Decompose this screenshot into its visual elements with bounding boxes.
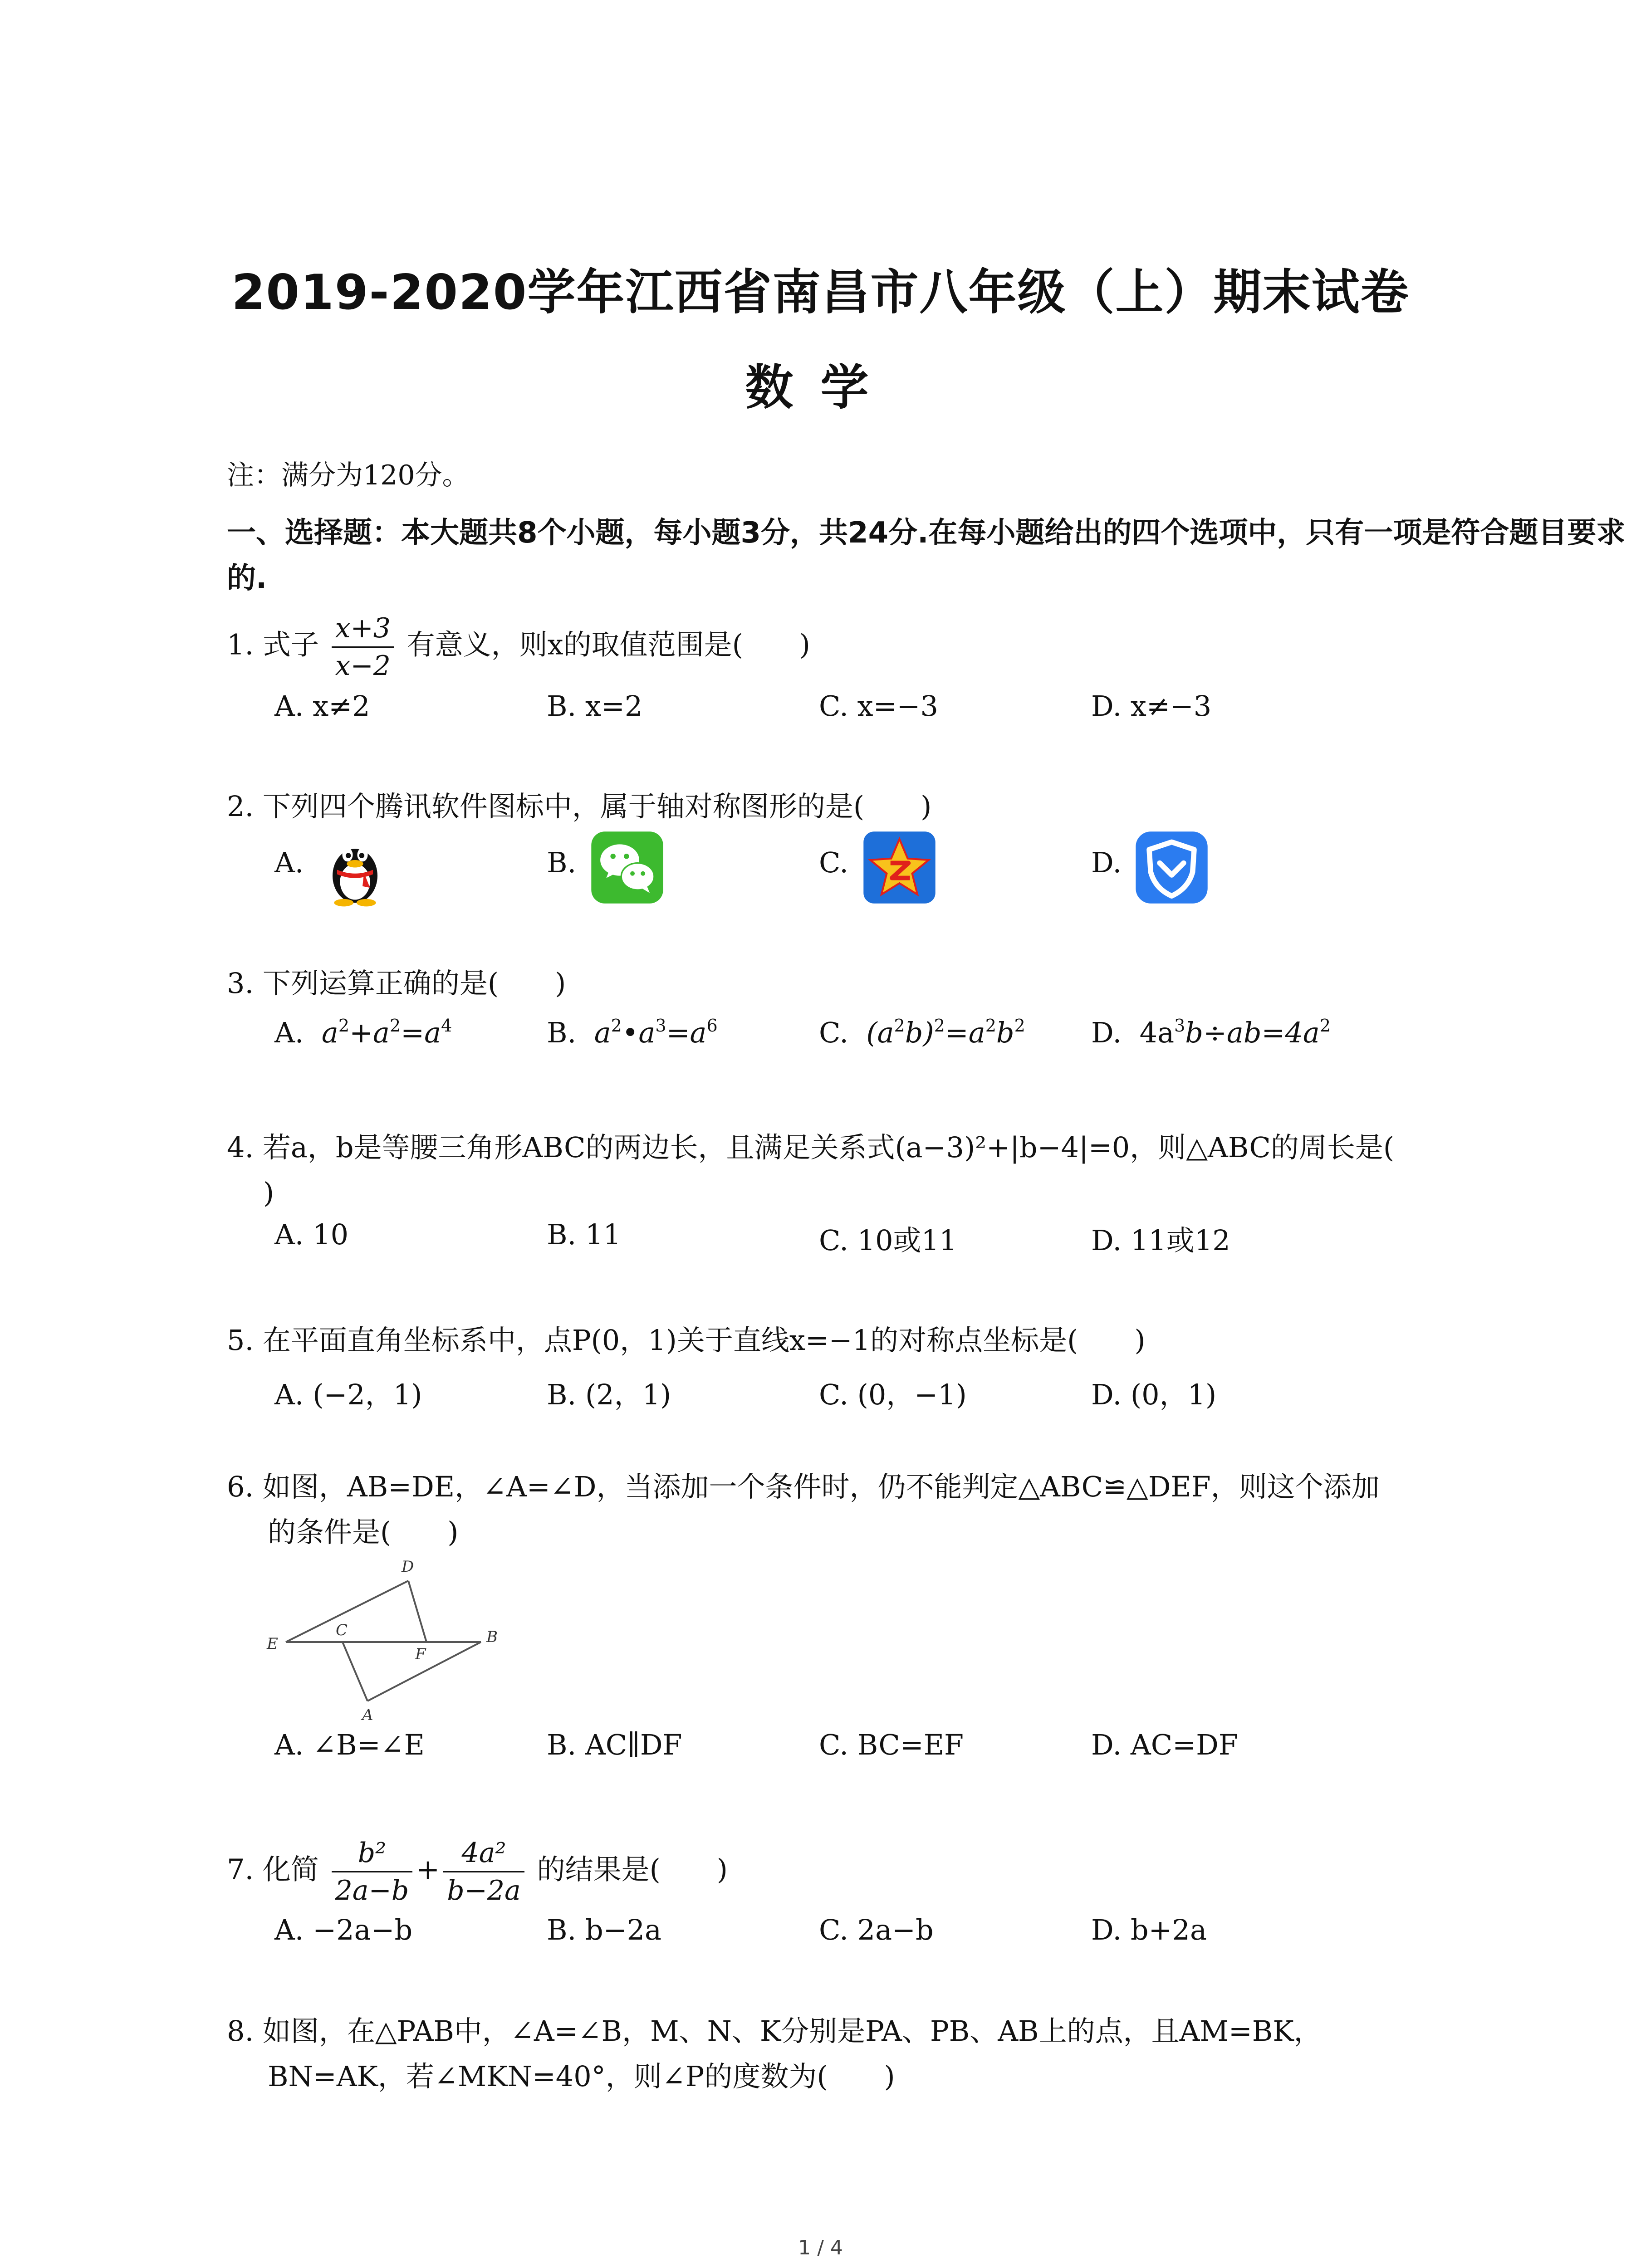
exponent: 6 xyxy=(706,1016,718,1036)
question-text: 在平面直角坐标系中，点P(0，1)关于直线x=−1的对称点坐标是( ) xyxy=(262,1324,1146,1357)
question-text: 有意义，则x的取值范围是( ) xyxy=(407,628,810,661)
wechat-icon xyxy=(590,830,665,905)
question-4-continuation: ) xyxy=(263,1176,274,1209)
option-c: C. x=−3 xyxy=(819,689,938,723)
exponent: 3 xyxy=(655,1016,666,1036)
math-text: 4a xyxy=(1139,1016,1175,1049)
exponent: 2 xyxy=(338,1016,350,1036)
geometry-figure xyxy=(263,1551,517,1724)
option-c: C. 2a−b xyxy=(819,1913,934,1946)
option-a xyxy=(274,1016,452,1049)
fraction-denominator: x−2 xyxy=(335,650,391,682)
fraction xyxy=(332,610,394,684)
option-c: C. 10或11 xyxy=(819,1224,957,1257)
segment-AC xyxy=(343,1642,367,1701)
fraction-denominator: 2a−b xyxy=(335,1875,409,1906)
math-text: =a xyxy=(666,1016,707,1049)
fraction-numerator: b² xyxy=(332,1835,413,1872)
segment-DF xyxy=(408,1581,426,1642)
fraction-numerator: x+3 xyxy=(332,610,394,648)
math-text: +a xyxy=(349,1016,390,1049)
fraction xyxy=(443,1835,524,1909)
exponent: 2 xyxy=(985,1016,996,1036)
math-text: •a xyxy=(622,1016,656,1049)
math-text: (a xyxy=(866,1016,894,1049)
option-label: B. xyxy=(547,1016,577,1049)
exponent: 4 xyxy=(441,1016,452,1036)
label-A: A xyxy=(362,1706,373,1724)
question-7 xyxy=(227,1835,1452,1909)
option-d xyxy=(1091,1016,1331,1049)
math-text: b) xyxy=(905,1016,934,1049)
option-d: D. x≠−3 xyxy=(1091,689,1212,723)
exponent: 2 xyxy=(389,1016,401,1036)
question-number: 2. xyxy=(227,790,254,823)
label-E: E xyxy=(267,1635,278,1653)
label-F: F xyxy=(415,1645,426,1663)
question-text: 如图，AB=DE，∠A=∠D，当添加一个条件时，仍不能判定△ABC≌△DEF，则这个添加 xyxy=(262,1470,1380,1503)
exponent: 3 xyxy=(1174,1016,1185,1036)
page-subtitle: 数学 xyxy=(745,360,896,415)
section-header: 一、选择题：本大题共8个小题，每小题3分，共24分.在每小题给出的四个选项中，只有一项是符合题目要求的. xyxy=(227,516,1626,595)
question-number: 1. xyxy=(227,628,254,661)
page-title: 2019-2020学年江西省南昌市八年级（上）期末试卷 xyxy=(231,264,1410,320)
option-label: C. xyxy=(819,1016,848,1049)
option-b xyxy=(547,1016,718,1049)
option-d: D. 11或12 xyxy=(1091,1224,1230,1257)
math-text: a xyxy=(594,1016,611,1049)
question-3 xyxy=(227,961,1452,1006)
qq-penguin-icon xyxy=(318,832,392,907)
question-number: 4. xyxy=(227,1131,254,1164)
question-text: 下列四个腾讯软件图标中，属于轴对称图形的是( ) xyxy=(262,790,932,823)
math-text: b÷ab=4a xyxy=(1185,1016,1320,1049)
tencent-security-shield-icon xyxy=(1134,830,1209,905)
exponent: 2 xyxy=(1014,1016,1025,1036)
question-6-continuation: 的条件是( ) xyxy=(268,1515,459,1549)
label-D: D xyxy=(402,1558,414,1576)
option-b: B. 11 xyxy=(547,1218,621,1251)
question-number: 8. xyxy=(227,2014,254,2048)
option-b: B. b−2a xyxy=(547,1913,662,1946)
option-b: B. AC∥DF xyxy=(547,1728,682,1761)
option-c: C. (0，−1) xyxy=(819,1378,967,1411)
math-text: a xyxy=(321,1016,338,1049)
option-label: A. xyxy=(274,1016,304,1049)
option-d: D. AC=DF xyxy=(1091,1728,1238,1761)
page-number: 1 / 4 xyxy=(798,2236,843,2259)
option-c xyxy=(819,1016,1025,1049)
fraction xyxy=(332,1835,413,1909)
plus-sign: + xyxy=(416,1853,440,1886)
question-2 xyxy=(227,784,1452,829)
exponent: 2 xyxy=(1319,1016,1331,1036)
exponent: 2 xyxy=(894,1016,905,1036)
option-d: D. b+2a xyxy=(1091,1913,1207,1946)
option-a: A. 10 xyxy=(274,1218,349,1251)
question-text: 化简 xyxy=(262,1853,319,1886)
option-c: C. BC=EF xyxy=(819,1728,964,1761)
question-text: 式子 xyxy=(262,628,319,661)
option-a: A. xyxy=(274,846,304,879)
question-number: 3. xyxy=(227,967,254,1000)
question-text: 的结果是( ) xyxy=(537,1853,728,1886)
qzone-star-icon xyxy=(862,830,937,905)
math-text: =a xyxy=(401,1016,441,1049)
question-5 xyxy=(227,1318,1452,1363)
option-d: D. xyxy=(1091,846,1122,879)
option-b: B. (2，1) xyxy=(547,1378,671,1411)
question-8 xyxy=(227,2009,1452,2054)
fraction-denominator: b−2a xyxy=(447,1875,521,1906)
option-b: B. xyxy=(547,846,577,879)
question-6 xyxy=(227,1464,1497,1510)
question-text: 如图，在△PAB中，∠A=∠B，M、N、K分别是PA、PB、AB上的点，且AM=BK， xyxy=(262,2014,1322,2048)
question-number: 5. xyxy=(227,1324,254,1357)
option-a: A. −2a−b xyxy=(274,1913,413,1946)
option-c: C. xyxy=(819,846,848,879)
question-8-continuation: BN=AK，若∠MKN=40°，则∠P的度数为( ) xyxy=(268,2060,895,2093)
label-B: B xyxy=(486,1628,498,1646)
question-number: 7. xyxy=(227,1853,254,1886)
option-label: D. xyxy=(1091,1016,1122,1049)
score-note: 注：满分为120分。 xyxy=(227,459,470,491)
exponent: 2 xyxy=(934,1016,945,1036)
option-a: A. ∠B=∠E xyxy=(274,1728,425,1761)
math-text: b xyxy=(996,1016,1014,1049)
label-C: C xyxy=(336,1621,348,1639)
option-a: A. (−2，1) xyxy=(274,1378,422,1411)
exponent: 2 xyxy=(611,1016,622,1036)
option-a: A. x≠2 xyxy=(274,689,370,723)
question-4 xyxy=(227,1125,1452,1170)
question-text: 下列运算正确的是( ) xyxy=(262,967,566,1000)
question-text: 若a，b是等腰三角形ABC的两边长，且满足关系式(a−3)²+|b−4|=0，则△ABC的周长是( xyxy=(262,1131,1395,1164)
option-b: B. x=2 xyxy=(547,689,643,723)
option-d: D. (0，1) xyxy=(1091,1378,1217,1411)
fraction-numerator: 4a² xyxy=(443,1835,524,1872)
question-number: 6. xyxy=(227,1470,254,1503)
question-1 xyxy=(227,610,1452,684)
math-text: =a xyxy=(945,1016,985,1049)
